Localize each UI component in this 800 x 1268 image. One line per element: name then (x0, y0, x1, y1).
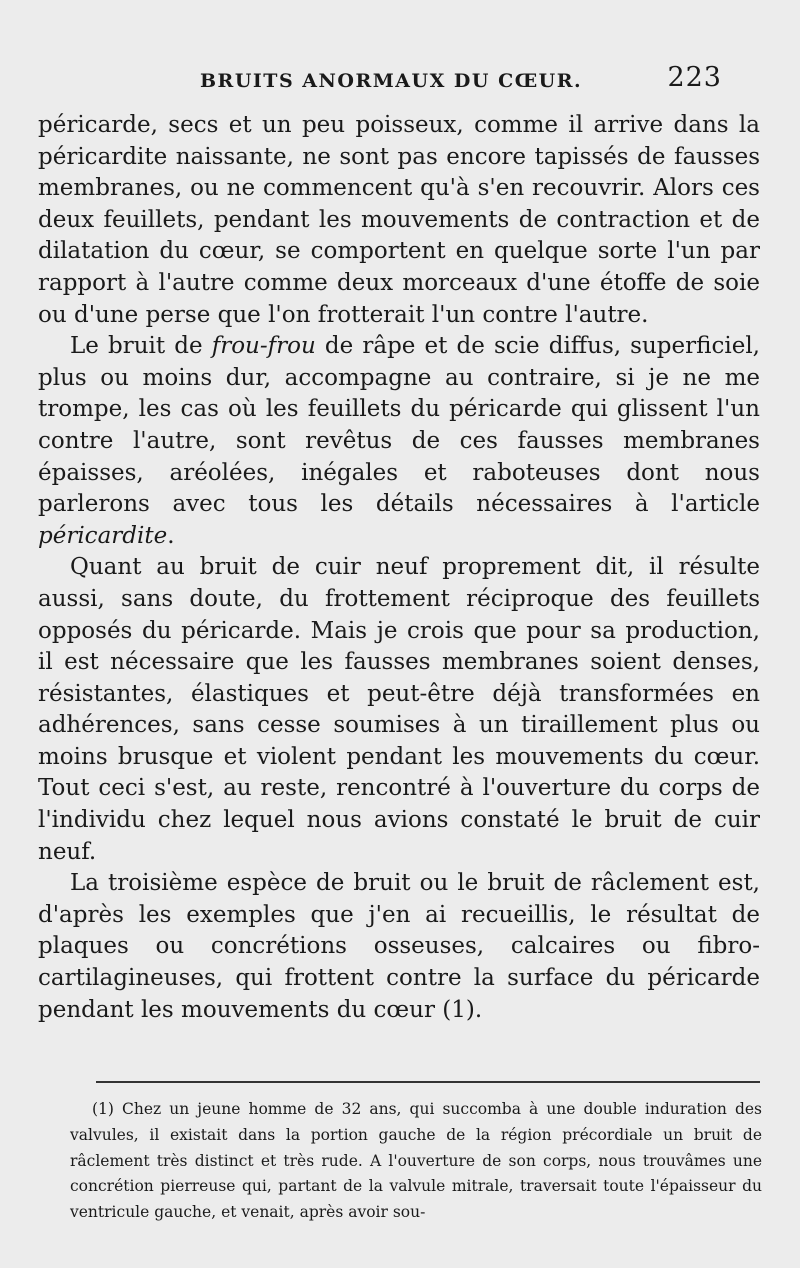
paragraph-2-text: Le bruit de (70, 333, 212, 360)
paragraph-4-text: La troisième espèce de bruit ou le bruit de râclement est, d'après les exemples que j'en ai recueillis, le résultat de plaques ou concrétions osseuses, calcaires ou fibro-cartilagineuses, qui frottent contre la surface du péricarde pendant les mouvements du cœur (1). (38, 870, 760, 1023)
paragraph-2-end: . (167, 522, 175, 549)
paragraph-1-text: péricarde, secs et un peu poisseux, comme il arrive dans la péricardite naissante, ne sont pas encore tapissés de fausses membranes, ou ne commencent qu'à s'en recouvrir. Alors ces deux feuillets, pendant les mouvements de contraction et de dilatation du cœur, se comportent en quelque sorte l'un par rapport à l'autre comme deux morceaux d'une étoffe de soie ou d'une perse que l'on frotterait l'un contre l'autre. (38, 112, 760, 328)
paragraph-3-text: Quant au bruit de cuir neuf proprement dit, il résulte aussi, sans doute, du frottement réciproque des feuillets opposés du péricarde. Mais je crois que pour sa production, il est nécessaire que les fausses membranes soient denses, résistantes, élastiques et peut-être déjà transformées en adhérences, sans cesse soumises à un tiraillement plus ou moins brusque et violent pendant les mouvements du cœur. Tout ceci s'est, au reste, rencontré à l'ouverture du corps de l'individu chez lequel nous avions constaté le bruit de cuir neuf. (38, 554, 760, 865)
paragraph-4 (38, 868, 760, 1026)
paragraph-2-italic: frou-frou (211, 333, 316, 360)
footnote-rule (96, 1081, 760, 1083)
footnote-text: (1) Chez un jeune homme de 32 ans, qui succomba à une double induration des valvules, il existait dans la portion gauche de la région précordiale un bruit de râclement très distinct et très rude. A l'ouverture de son corps, nous trouvâmes une concrétion pierreuse qui, partant de la valvule mitrale, traversait toute l'épaisseur du ventricule gauche, et venait, après avoir sou- (70, 1100, 762, 1222)
paragraph-2-italic-tail: péricardite (38, 522, 168, 549)
paragraph-2 (38, 331, 760, 552)
page-header (200, 62, 722, 96)
running-head: BRUITS ANORMAUX DU CŒUR. (200, 70, 583, 92)
paragraph-2-text-cont: de râpe et de scie diffus, superficiel, plus ou moins dur, accompagne au contraire, si je ne me trompe, les cas où les feuillets du péricarde qui glissent l'un contre l'autre, sont revêtus de ces fausses membranes épaisses, aréolées, inégales et raboteuses dont nous parlerons avec tous les détails nécessaires à l'article (38, 333, 760, 518)
page-number: 223 (667, 62, 722, 93)
footnote (70, 1097, 762, 1226)
main-text (38, 110, 760, 1026)
paragraph-1 (38, 110, 760, 331)
paragraph-3 (38, 552, 760, 868)
